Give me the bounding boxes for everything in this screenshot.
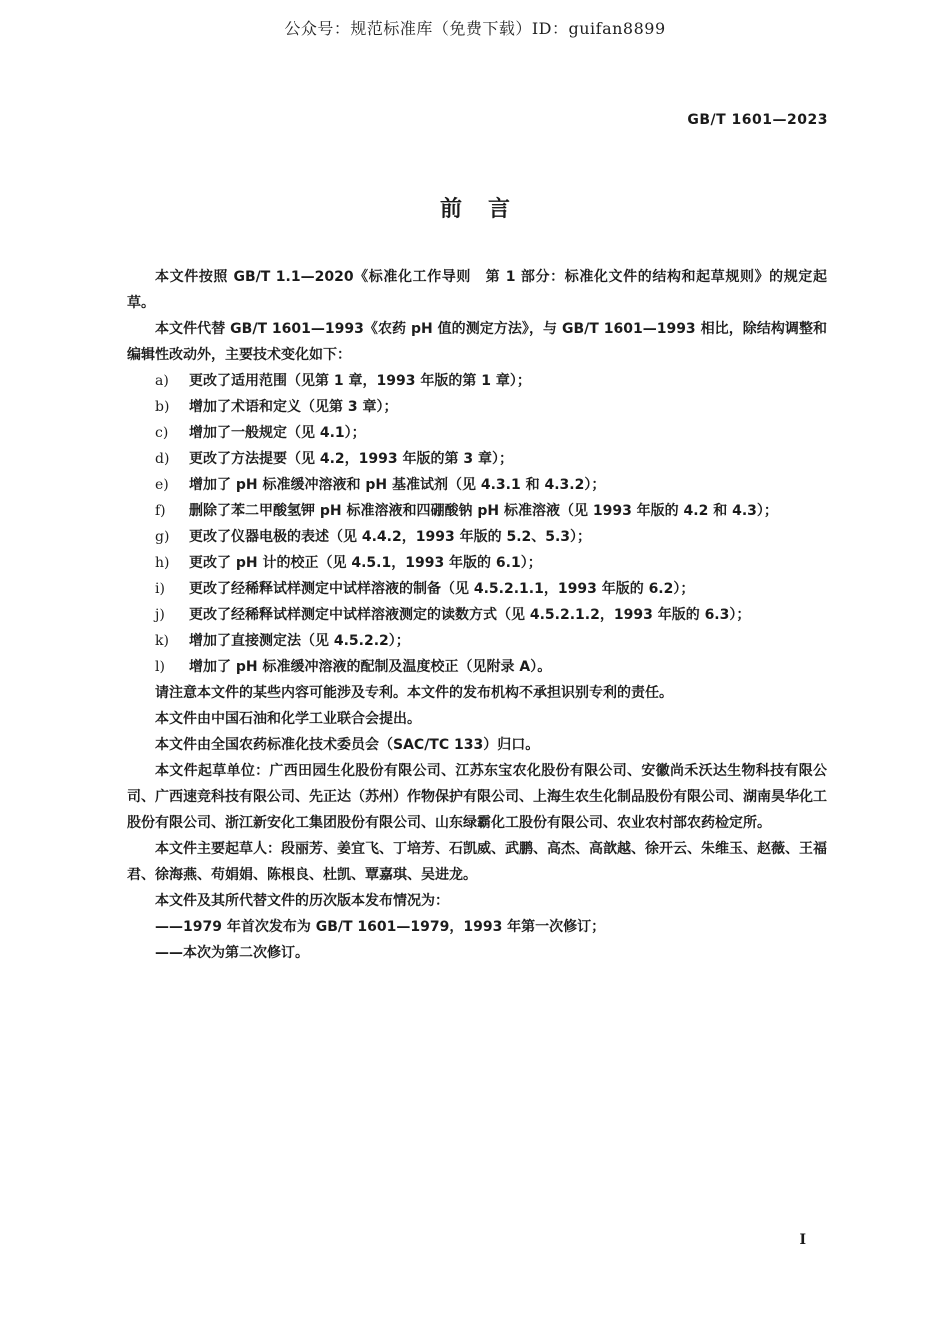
drafting-units-paragraph: 本文件起草单位：广西田园生化股份有限公司、江苏东宝农化股份有限公司、安徽尚禾沃达生物科技有限公司、广西速竞科技有限公司、先正达（苏州）作物保护有限公司、上海生农生化制品股份有限公司、湖南昊华化工股份有限公司、浙江新安化工集团股份有限公司、山东绿霸化工股份有限公司、农业农村部农药检定所。 [127, 763, 827, 831]
list-text: 删除了苯二甲酸氢钾 pH 标准溶液和四硼酸钠 pH 标准溶液（见 1993 年版的 4.2 和 4.3）； [189, 503, 778, 519]
standard-number: GB/T 1601—2023 [687, 112, 828, 128]
list-text: 增加了直接测定法（见 4.5.2.2）； [189, 633, 410, 649]
list-text: 更改了经稀释试样测定中试样溶液的制备（见 4.5.2.1.1，1993 年版的 6.2）； [189, 581, 695, 597]
list-item [127, 654, 827, 680]
list-marker: k) [155, 633, 169, 649]
list-item [127, 394, 827, 420]
list-marker: h) [155, 555, 170, 571]
list-marker: j) [155, 607, 165, 623]
changes-list [127, 368, 827, 680]
list-text: 更改了适用范围（见第 1 章，1993 年版的第 1 章）； [189, 373, 531, 389]
patent-notice: 请注意本文件的某些内容可能涉及专利。本文件的发布机构不承担识别专利的责任。 [155, 685, 673, 701]
list-item [127, 628, 827, 654]
list-item [127, 524, 827, 550]
list-item [127, 550, 827, 576]
list-item [127, 576, 827, 602]
header-banner: 公众号：规范标准库（免费下载）ID：guifan8899 [284, 19, 666, 38]
list-text: 更改了方法提要（见 4.2，1993 年版的第 3 章）； [189, 451, 514, 467]
list-marker: g) [155, 529, 170, 545]
list-item [127, 446, 827, 472]
list-item [127, 420, 827, 446]
list-text: 增加了一般规定（见 4.1）； [189, 425, 366, 441]
committee-paragraph: 本文件由全国农药标准化技术委员会（SAC/TC 133）归口。 [155, 737, 540, 753]
list-text: 增加了术语和定义（见第 3 章）； [189, 399, 398, 415]
history-item: ——1979 年首次发布为 GB/T 1601—1979，1993 年第一次修订； [155, 919, 606, 935]
list-item [127, 368, 827, 394]
proposer-paragraph: 本文件由中国石油和化学工业联合会提出。 [155, 711, 421, 727]
history-item: ——本次为第二次修订。 [155, 945, 309, 961]
page-number: I [799, 1232, 806, 1248]
list-item [127, 472, 827, 498]
list-text: 更改了经稀释试样测定中试样溶液测定的读数方式（见 4.5.2.1.2，1993 年版的 6.3）； [189, 607, 751, 623]
intro-paragraph: 本文件代替 GB/T 1601—1993《农药 pH 值的测定方法》，与 GB/T 1601—1993 相比，除结构调整和编辑性改动外，主要技术变化如下： [127, 321, 827, 363]
list-text: 增加了 pH 标准缓冲溶液和 pH 基准试剂（见 4.3.1 和 4.3.2）； [189, 477, 606, 493]
list-marker: e) [155, 477, 169, 493]
list-item [127, 602, 827, 628]
list-text: 更改了仪器电极的表述（见 4.4.2，1993 年版的 5.2、5.3）； [189, 529, 592, 545]
intro-paragraph: 本文件按照 GB/T 1.1—2020《标准化工作导则 第 1 部分：标准化文件的结构和起草规则》的规定起草。 [127, 269, 827, 311]
list-text: 增加了 pH 标准缓冲溶液的配制及温度校正（见附录 A）。 [189, 659, 552, 675]
list-marker: d) [155, 451, 170, 467]
list-marker: f) [155, 503, 166, 519]
list-marker: i) [155, 581, 165, 597]
list-marker: a) [155, 373, 169, 389]
list-marker: l) [155, 659, 165, 675]
list-marker: c) [155, 425, 169, 441]
history-intro-paragraph: 本文件及其所代替文件的历次版本发布情况为： [155, 893, 449, 909]
page-title: 前言 [439, 197, 536, 222]
list-marker: b) [155, 399, 170, 415]
list-item [127, 498, 827, 524]
list-text: 更改了 pH 计的校正（见 4.5.1，1993 年版的 6.1）； [189, 555, 542, 571]
document-body [127, 264, 827, 966]
drafters-paragraph: 本文件主要起草人：段丽芳、姜宜飞、丁培芳、石凯威、武鹏、高杰、高歆越、徐开云、朱维玉、赵薇、王福君、徐海燕、苟娟娟、陈根良、杜凯、覃嘉琪、吴进龙。 [127, 841, 827, 883]
